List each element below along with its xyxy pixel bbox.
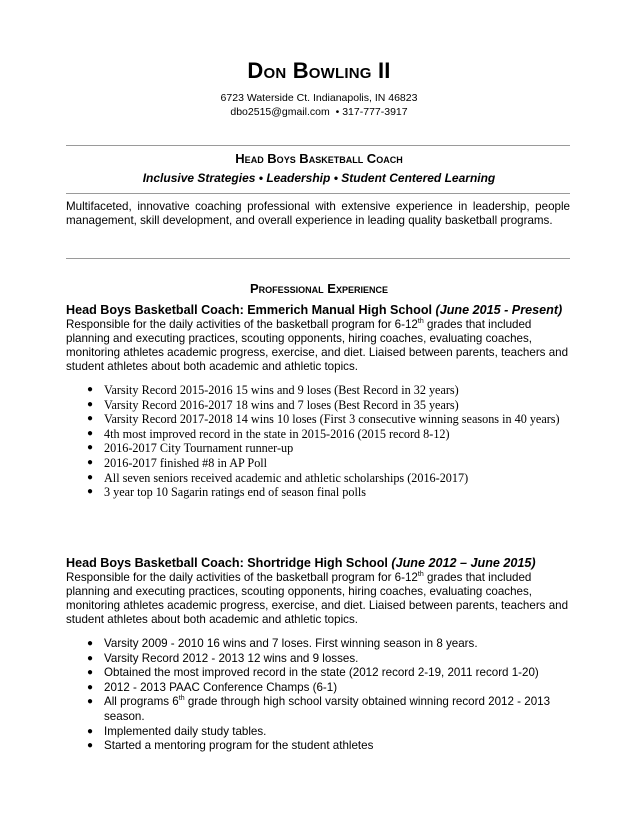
bullet-icon: ● bbox=[87, 740, 94, 752]
bullet-icon: ● bbox=[87, 667, 94, 679]
desc-text: grades that included planning and executing practices, scouting opponents, hiring coaches, evaluating coaches, monitoring athletes academic progress, exercise, and diet. Liaised between parents, teachers and student athletes about both academic and athletic topics. bbox=[66, 318, 569, 373]
headline-tagline bbox=[0, 171, 638, 185]
list-item bbox=[66, 427, 566, 442]
list-item bbox=[66, 681, 566, 696]
list-item bbox=[66, 456, 566, 471]
bullet-icon: ● bbox=[87, 384, 94, 395]
desc-superscript: th bbox=[417, 571, 424, 579]
list-item bbox=[66, 739, 566, 754]
summary-paragraph: Multifaceted, innovative coaching professional with extensive experience in leadership, people management, skill development, and overall experience in leading quality basketball programs. bbox=[66, 200, 570, 227]
list-item-text: 2012 - 2013 PAAC Conference Champs (6-1) bbox=[104, 680, 338, 694]
list-item bbox=[66, 485, 566, 500]
address-line: 6723 Waterside Ct. Indianapolis, IN 46823 bbox=[220, 92, 418, 104]
job-description-shortridge bbox=[66, 571, 576, 627]
achievements-list-manual bbox=[66, 383, 566, 500]
phone-text: 317-777-3917 bbox=[342, 106, 408, 118]
tag-leadership: Leadership bbox=[266, 171, 331, 185]
list-item-text: Varsity Record 2015-2016 15 wins and 9 loses (Best Record in 32 years) bbox=[104, 383, 459, 397]
job-dates: (June 2015 - Present) bbox=[435, 303, 563, 317]
job-title-text: Head Boys Basketball Coach: Emmerich Manual High School bbox=[66, 303, 436, 317]
bullet-icon: ● bbox=[87, 638, 94, 649]
list-item bbox=[66, 666, 566, 681]
tag-bullet: • bbox=[258, 171, 263, 185]
bullet-icon: ● bbox=[87, 456, 94, 468]
list-item-text: Varsity Record 2017-2018 14 wins 10 loses (First 3 consecutive winning seasons in 40 years) bbox=[104, 412, 560, 427]
list-item bbox=[66, 695, 566, 724]
list-item-text: Varsity Record 2016-2017 18 wins and 7 loses (Best Record in 35 years) bbox=[104, 397, 459, 412]
separator-bullet: • bbox=[335, 106, 340, 118]
bullet-icon: ● bbox=[87, 681, 94, 693]
list-item-text: 2016-2017 finished #8 in AP Poll bbox=[104, 455, 268, 470]
list-item bbox=[66, 412, 566, 427]
job-description-manual bbox=[66, 318, 576, 374]
desc-text: Responsible for the daily activities of the basketball program for 6-12 bbox=[66, 318, 418, 331]
list-item-text: Obtained the most improved record in the state (2012 record 2-19, 2011 record 1-20) bbox=[104, 666, 539, 680]
job-title-text: Head Boys Basketball Coach: Shortridge High School bbox=[66, 556, 392, 570]
bullet-icon: ● bbox=[87, 652, 94, 664]
list-item-text: 4th most improved record in the state in 2015-2016 (2015 record 8-12) bbox=[104, 426, 450, 441]
bullet-icon: ● bbox=[87, 725, 94, 737]
job-dates: (June 2012 – June 2015) bbox=[391, 556, 536, 570]
list-item bbox=[66, 383, 566, 398]
bullet-icon: ● bbox=[87, 442, 94, 454]
list-item-text: All seven seniors received academic and athletic scholarships (2016-2017) bbox=[104, 470, 469, 485]
job-title-shortridge bbox=[66, 556, 586, 570]
list-item-text: All programs 6 bbox=[104, 695, 179, 709]
list-item-text: 3 year top 10 Sagarin ratings end of season final polls bbox=[104, 485, 366, 500]
list-item-text: 2016-2017 City Tournament runner-up bbox=[104, 441, 294, 456]
divider-headline bbox=[66, 193, 570, 194]
list-item-text: grade through high school varsity obtained winning record 2012 - 2013 season. bbox=[104, 695, 551, 723]
list-item bbox=[66, 441, 566, 456]
list-item-text: Implemented daily study tables. bbox=[104, 724, 267, 738]
desc-superscript: th bbox=[417, 318, 424, 326]
divider-summary bbox=[66, 258, 570, 259]
bullet-icon: ● bbox=[87, 696, 94, 708]
bullet-icon: ● bbox=[87, 427, 94, 439]
email-text: dbo2515@gmail.com bbox=[230, 106, 330, 118]
achievements-list-shortridge bbox=[66, 637, 566, 754]
list-item bbox=[66, 652, 566, 667]
list-item-text: Varsity 2009 - 2010 16 wins and 7 loses. First winning season in 8 years. bbox=[104, 637, 478, 650]
desc-text: grades that included planning and executing practices, scouting opponents, hiring coaches, evaluating coaches, monitoring athletes academic progress, exercise, and diet. Liaised between parents, teachers and student athletes about both academic and athletic topics. bbox=[66, 571, 569, 626]
headline-title: Head Boys Basketball Coach bbox=[235, 151, 403, 166]
divider-top bbox=[66, 145, 570, 146]
candidate-name: Don Bowling II bbox=[247, 58, 391, 83]
bullet-icon: ● bbox=[87, 413, 94, 425]
desc-text: Responsible for the daily activities of the basketball program for 6-12 bbox=[66, 571, 418, 584]
list-item bbox=[66, 637, 566, 652]
tag-inclusive: Inclusive Strategies bbox=[142, 171, 256, 185]
list-item bbox=[66, 725, 566, 740]
contact-line bbox=[0, 106, 638, 118]
tag-student-centered: Student Centered Learning bbox=[341, 171, 496, 185]
tag-bullet: • bbox=[333, 171, 338, 185]
bullet-icon: ● bbox=[87, 398, 94, 410]
bullet-icon: ● bbox=[87, 471, 94, 483]
list-item bbox=[66, 398, 566, 413]
list-item bbox=[66, 471, 566, 486]
list-item-text: Started a mentoring program for the student athletes bbox=[104, 739, 374, 753]
bullet-icon: ● bbox=[87, 486, 94, 498]
list-item-text: Varsity Record 2012 - 2013 12 wins and 9 losses. bbox=[104, 651, 359, 665]
job-title-manual bbox=[66, 303, 586, 317]
experience-section-title: Professional Experience bbox=[250, 281, 388, 296]
superscript: th bbox=[178, 695, 185, 703]
